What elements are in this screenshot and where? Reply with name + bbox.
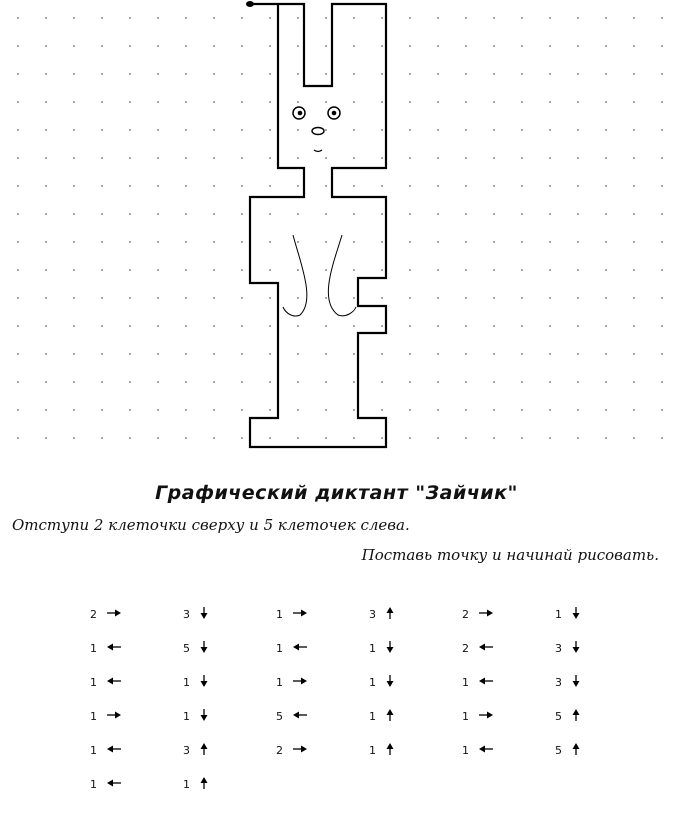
arrow-right-icon bbox=[478, 709, 494, 721]
step-count: 1 bbox=[555, 607, 562, 621]
step-direction bbox=[292, 743, 308, 758]
arrow-left-icon bbox=[106, 743, 122, 755]
start-dot bbox=[246, 1, 254, 7]
dictation-step bbox=[276, 705, 369, 727]
step-count: 1 bbox=[90, 743, 97, 757]
arrow-up-icon bbox=[199, 776, 209, 790]
step-direction bbox=[199, 640, 209, 657]
dictation-step bbox=[555, 603, 648, 625]
step-direction bbox=[571, 708, 581, 725]
step-direction bbox=[478, 675, 494, 690]
step-count: 1 bbox=[462, 743, 469, 757]
step-direction bbox=[292, 675, 308, 690]
step-direction bbox=[385, 640, 395, 657]
step-count: 1 bbox=[369, 743, 376, 757]
arrow-left-icon bbox=[106, 641, 122, 653]
dictation-step bbox=[276, 603, 369, 625]
left-paw-line bbox=[283, 235, 307, 316]
dictation-step bbox=[90, 773, 183, 795]
step-count: 1 bbox=[90, 675, 97, 689]
step-count: 3 bbox=[369, 607, 376, 621]
instruction-start-offset: Отступи 2 клеточки сверху и 5 клеточек слева. bbox=[12, 516, 410, 534]
step-direction bbox=[199, 674, 209, 691]
dictation-step bbox=[90, 705, 183, 727]
dictation-step bbox=[90, 603, 183, 625]
dictation-step bbox=[90, 739, 183, 761]
instruction-start-drawing: Поставь точку и начинай рисовать. bbox=[361, 546, 659, 564]
arrow-down-icon bbox=[199, 640, 209, 654]
arrow-right-icon bbox=[478, 607, 494, 619]
arrow-left-icon bbox=[478, 675, 494, 687]
arrow-left-icon bbox=[478, 743, 494, 755]
step-count: 2 bbox=[90, 607, 97, 621]
arrow-up-icon bbox=[385, 606, 395, 620]
dictation-step bbox=[276, 739, 369, 761]
nose bbox=[312, 128, 324, 135]
step-count: 1 bbox=[183, 709, 190, 723]
dictation-step bbox=[462, 603, 555, 625]
arrow-down-icon bbox=[385, 674, 395, 688]
step-count: 5 bbox=[555, 709, 562, 723]
dictation-step bbox=[555, 637, 648, 659]
step-count: 1 bbox=[462, 675, 469, 689]
dictation-step bbox=[462, 671, 555, 693]
dictation-step bbox=[183, 705, 276, 727]
dictation-step bbox=[276, 671, 369, 693]
step-count: 5 bbox=[555, 743, 562, 757]
dictation-step bbox=[555, 705, 648, 727]
dictation-step bbox=[369, 603, 462, 625]
dictation-step bbox=[183, 637, 276, 659]
right-paw-line bbox=[328, 235, 356, 316]
arrow-down-icon bbox=[199, 708, 209, 722]
arrow-left-icon bbox=[106, 777, 122, 789]
dictation-step bbox=[462, 637, 555, 659]
step-count: 1 bbox=[276, 641, 283, 655]
step-count: 1 bbox=[462, 709, 469, 723]
step-direction bbox=[478, 607, 494, 622]
dictation-step bbox=[90, 637, 183, 659]
dictation-steps bbox=[90, 603, 648, 807]
step-count: 2 bbox=[276, 743, 283, 757]
dictation-step bbox=[90, 671, 183, 693]
arrow-left-icon bbox=[292, 709, 308, 721]
step-count: 1 bbox=[369, 641, 376, 655]
step-count: 1 bbox=[183, 777, 190, 791]
dictation-step bbox=[369, 671, 462, 693]
step-direction bbox=[478, 641, 494, 656]
step-direction bbox=[478, 743, 494, 758]
dictation-step bbox=[183, 671, 276, 693]
arrow-right-icon bbox=[292, 675, 308, 687]
arrow-up-icon bbox=[571, 708, 581, 722]
arrow-left-icon bbox=[106, 675, 122, 687]
dictation-step bbox=[555, 739, 648, 761]
arrow-up-icon bbox=[571, 742, 581, 756]
step-direction bbox=[106, 675, 122, 690]
dictation-step bbox=[555, 671, 648, 693]
dictation-step bbox=[369, 637, 462, 659]
arrow-up-icon bbox=[199, 742, 209, 756]
step-direction bbox=[478, 709, 494, 724]
step-count: 1 bbox=[369, 675, 376, 689]
dictation-step bbox=[183, 603, 276, 625]
arrow-left-icon bbox=[478, 641, 494, 653]
step-direction bbox=[571, 640, 581, 657]
step-direction bbox=[199, 776, 209, 793]
dictation-step bbox=[462, 739, 555, 761]
arrow-up-icon bbox=[385, 708, 395, 722]
dictation-step bbox=[462, 705, 555, 727]
arrow-right-icon bbox=[106, 607, 122, 619]
step-count: 1 bbox=[276, 675, 283, 689]
step-direction bbox=[106, 743, 122, 758]
step-count: 3 bbox=[555, 675, 562, 689]
arrow-right-icon bbox=[292, 743, 308, 755]
step-direction bbox=[571, 674, 581, 691]
step-direction bbox=[199, 606, 209, 623]
arrow-down-icon bbox=[571, 606, 581, 620]
step-count: 1 bbox=[183, 675, 190, 689]
arrow-right-icon bbox=[106, 709, 122, 721]
step-count: 5 bbox=[183, 641, 190, 655]
page-title: Графический диктант "Зайчик" bbox=[155, 482, 518, 504]
step-count: 1 bbox=[276, 607, 283, 621]
step-direction bbox=[292, 607, 308, 622]
arrow-down-icon bbox=[571, 674, 581, 688]
step-count: 1 bbox=[90, 709, 97, 723]
step-count: 5 bbox=[276, 709, 283, 723]
bunny-outline bbox=[250, 4, 386, 447]
step-count: 1 bbox=[369, 709, 376, 723]
arrow-right-icon bbox=[292, 607, 308, 619]
step-direction bbox=[385, 674, 395, 691]
arrow-down-icon bbox=[199, 674, 209, 688]
dictation-step bbox=[369, 739, 462, 761]
step-direction bbox=[106, 777, 122, 792]
arrow-down-icon bbox=[571, 640, 581, 654]
step-count: 3 bbox=[183, 743, 190, 757]
dictation-step bbox=[276, 637, 369, 659]
step-count: 2 bbox=[462, 607, 469, 621]
dictation-step bbox=[183, 739, 276, 761]
step-direction bbox=[106, 709, 122, 724]
arrow-up-icon bbox=[385, 742, 395, 756]
step-count: 1 bbox=[90, 777, 97, 791]
step-direction bbox=[199, 742, 209, 759]
step-direction bbox=[292, 709, 308, 724]
step-direction bbox=[385, 708, 395, 725]
step-count: 1 bbox=[90, 641, 97, 655]
arrow-down-icon bbox=[199, 606, 209, 620]
step-direction bbox=[292, 641, 308, 656]
step-count: 2 bbox=[462, 641, 469, 655]
step-direction bbox=[571, 606, 581, 623]
step-direction bbox=[106, 641, 122, 656]
step-direction bbox=[571, 742, 581, 759]
step-direction bbox=[199, 708, 209, 725]
left-eye bbox=[293, 107, 305, 119]
mouth bbox=[314, 150, 322, 152]
step-count: 3 bbox=[555, 641, 562, 655]
arrow-down-icon bbox=[385, 640, 395, 654]
dictation-step bbox=[183, 773, 276, 795]
step-direction bbox=[106, 607, 122, 622]
step-direction bbox=[385, 742, 395, 759]
arrow-left-icon bbox=[292, 641, 308, 653]
right-eye bbox=[328, 107, 340, 119]
step-direction bbox=[385, 606, 395, 623]
dictation-step bbox=[369, 705, 462, 727]
step-count: 3 bbox=[183, 607, 190, 621]
